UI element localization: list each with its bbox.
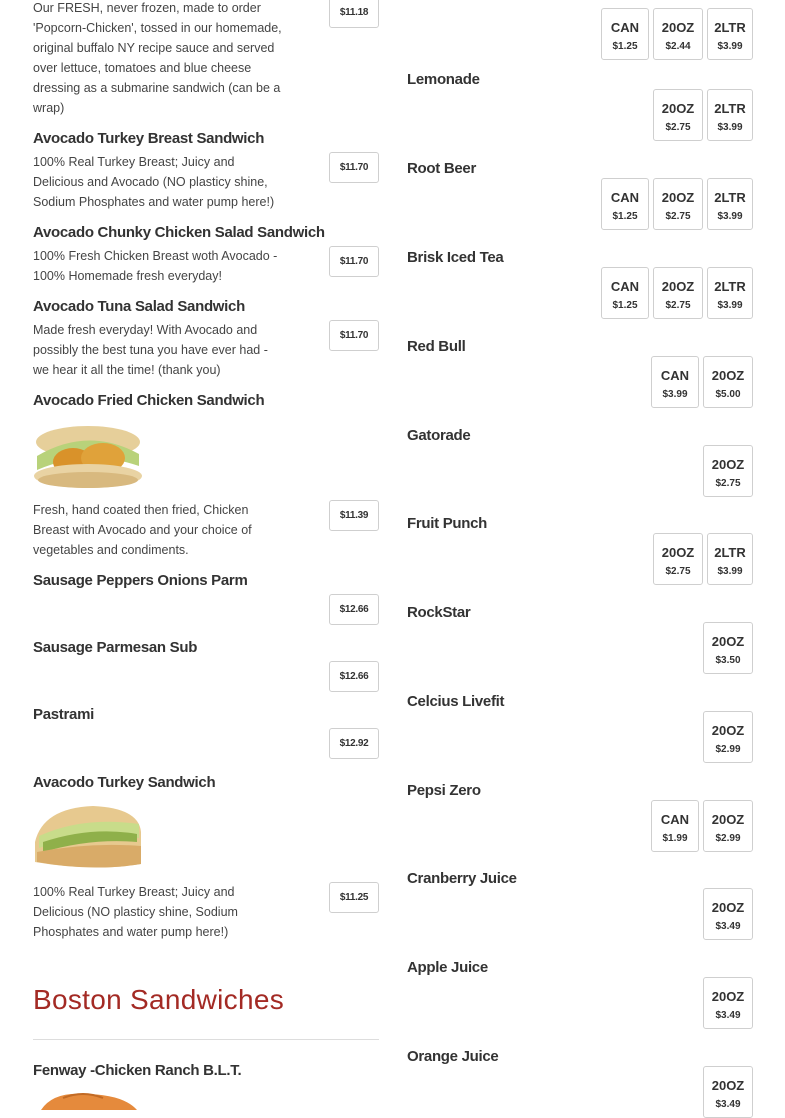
size-label: 2LTR — [714, 190, 746, 205]
size-price: $3.99 — [662, 389, 688, 400]
size-label: 2LTR — [714, 545, 746, 560]
drink-size-option-20oz[interactable] — [703, 1066, 753, 1118]
size-label: 20OZ — [711, 457, 745, 472]
size-label: 2LTR — [714, 279, 746, 294]
drink-name: Apple Juice — [407, 959, 488, 976]
size-price: $2.99 — [715, 744, 741, 755]
size-price: $2.75 — [665, 211, 691, 222]
drink-name: Root Beer — [407, 160, 476, 177]
item-description: Our FRESH, never frozen, made to order 'Popcorn-Chicken', tossed in our homemade, original buffalo NY recipe sauce and served over lettuce, tomatoes and blue cheese dressing as a submarine sandwich (can be a wrap) — [33, 1, 282, 115]
add-to-order-price-button[interactable]: $11.18 — [329, 0, 379, 28]
size-label: 20OZ — [661, 279, 695, 294]
size-label: CAN — [660, 368, 690, 383]
drink-name: RockStar — [407, 604, 471, 621]
size-price: $2.75 — [665, 300, 691, 311]
chicken-ranch-blt-photo[interactable] — [33, 1090, 143, 1110]
size-price: $3.99 — [717, 566, 743, 577]
size-price: $3.99 — [717, 122, 743, 133]
size-price: $1.25 — [612, 211, 638, 222]
item-description: 100% Real Turkey Breast; Juicy and Delicious and Avocado (NO plasticy shine, Sodium Phosphates and water pump here!) — [33, 155, 275, 209]
drink-size-option-20oz[interactable] — [703, 800, 753, 852]
item-name: Avocado Turkey Breast Sandwich — [33, 130, 265, 147]
add-to-order-price-button[interactable]: $11.25 — [329, 882, 379, 913]
size-price: $3.50 — [715, 655, 741, 666]
drink-size-option-20oz[interactable] — [703, 711, 753, 763]
item-name: Sausage Parmesan Sub — [33, 639, 198, 656]
item-description: 100% Real Turkey Breast; Juicy and Delicious (NO plasticy shine, Sodium Phosphates and water pump here!) — [33, 885, 238, 939]
drink-size-option-20oz[interactable] — [653, 533, 703, 585]
size-price: $2.99 — [715, 833, 741, 844]
drink-size-option-can[interactable] — [601, 8, 649, 60]
drink-size-option-20oz[interactable] — [653, 178, 703, 230]
size-price: $1.25 — [612, 300, 638, 311]
turkey-sandwich-photo[interactable] — [33, 802, 143, 872]
drink-name: Celcius Livefit — [407, 693, 505, 710]
drink-size-option-20oz[interactable] — [653, 89, 703, 141]
item-name: Pastrami — [33, 706, 94, 723]
size-label: 20OZ — [711, 812, 745, 827]
drink-size-option-2ltr[interactable] — [707, 8, 753, 60]
size-price: $3.99 — [717, 211, 743, 222]
fried-chicken-sandwich-photo[interactable] — [33, 420, 143, 490]
drink-size-option-2ltr[interactable] — [707, 267, 753, 319]
drink-size-option-20oz[interactable] — [653, 267, 703, 319]
size-label: 20OZ — [661, 101, 695, 116]
size-label: 20OZ — [711, 900, 745, 915]
size-label: 20OZ — [661, 190, 695, 205]
size-label: CAN — [610, 279, 640, 294]
size-price: $2.44 — [665, 41, 691, 52]
size-label: 2LTR — [714, 101, 746, 116]
drink-name: Gatorade — [407, 427, 471, 444]
drink-size-option-20oz[interactable] — [703, 977, 753, 1029]
drink-name: Lemonade — [407, 71, 480, 88]
size-label: 20OZ — [711, 634, 745, 649]
drink-name: Brisk Iced Tea — [407, 249, 504, 266]
item-name: Avacodo Turkey Sandwich — [33, 774, 216, 791]
add-to-order-price-button[interactable]: $12.66 — [329, 661, 379, 692]
item-name: Avocado Chunky Chicken Salad Sandwich — [33, 224, 325, 241]
size-label: 20OZ — [711, 368, 745, 383]
add-to-order-price-button[interactable]: $11.39 — [329, 500, 379, 531]
item-description: 100% Fresh Chicken Breast woth Avocado - 100% Homemade fresh everyday! — [33, 249, 278, 283]
drink-size-option-20oz[interactable] — [703, 356, 753, 408]
size-price: $2.75 — [665, 566, 691, 577]
size-label: 20OZ — [711, 989, 745, 1004]
size-price: $1.25 — [612, 41, 638, 52]
item-description: Fresh, hand coated then fried, Chicken Breast with Avocado and your choice of vegetables and condiments. — [33, 503, 252, 557]
size-price: $3.49 — [715, 1010, 741, 1021]
add-to-order-price-button[interactable]: $11.70 — [329, 320, 379, 351]
size-price: $5.00 — [715, 389, 741, 400]
size-price: $2.75 — [665, 122, 691, 133]
drink-size-option-20oz[interactable] — [703, 888, 753, 940]
drink-size-option-2ltr[interactable] — [707, 178, 753, 230]
size-label: CAN — [610, 190, 640, 205]
add-to-order-price-button[interactable]: $11.70 — [329, 152, 379, 183]
drink-size-option-2ltr[interactable] — [707, 89, 753, 141]
section-divider — [33, 1039, 379, 1040]
add-to-order-price-button[interactable]: $12.66 — [329, 594, 379, 625]
drink-size-option-20oz[interactable] — [703, 445, 753, 497]
size-price: $3.99 — [717, 300, 743, 311]
size-price: $2.75 — [715, 478, 741, 489]
drink-size-option-can[interactable] — [601, 178, 649, 230]
item-description: Made fresh everyday! With Avocado and possibly the best tuna you have ever had - we hear it all the time! (thank you) — [33, 323, 268, 377]
size-price: $3.49 — [715, 921, 741, 932]
drink-name: Fruit Punch — [407, 515, 488, 532]
drink-name: Red Bull — [407, 338, 466, 355]
drink-size-option-20oz[interactable] — [653, 8, 703, 60]
drink-size-option-2ltr[interactable] — [707, 533, 753, 585]
add-to-order-price-button[interactable]: $11.70 — [329, 246, 379, 277]
item-name: Avocado Tuna Salad Sandwich — [33, 298, 245, 315]
size-label: 20OZ — [711, 723, 745, 738]
drink-size-option-can[interactable] — [651, 356, 699, 408]
drink-size-option-can[interactable] — [651, 800, 699, 852]
size-price: $3.99 — [717, 41, 743, 52]
size-price: $3.49 — [715, 1099, 741, 1110]
item-name: Fenway -Chicken Ranch B.L.T. — [33, 1062, 242, 1079]
size-label: 20OZ — [661, 545, 695, 560]
size-label: 20OZ — [711, 1078, 745, 1093]
size-price: $1.99 — [662, 833, 688, 844]
drink-name: Cranberry Juice — [407, 870, 517, 887]
size-label: CAN — [610, 20, 640, 35]
section-title: Boston Sandwiches — [33, 984, 285, 1015]
drink-size-option-can[interactable] — [601, 267, 649, 319]
size-label: 20OZ — [661, 20, 695, 35]
item-name: Avocado Fried Chicken Sandwich — [33, 392, 265, 409]
drink-name: Orange Juice — [407, 1048, 499, 1065]
drink-name: Pepsi Zero — [407, 782, 481, 799]
size-label: 2LTR — [714, 20, 746, 35]
item-name: Sausage Peppers Onions Parm — [33, 572, 248, 589]
drink-size-option-20oz[interactable] — [703, 622, 753, 674]
size-label: CAN — [660, 812, 690, 827]
add-to-order-price-button[interactable]: $12.92 — [329, 728, 379, 759]
